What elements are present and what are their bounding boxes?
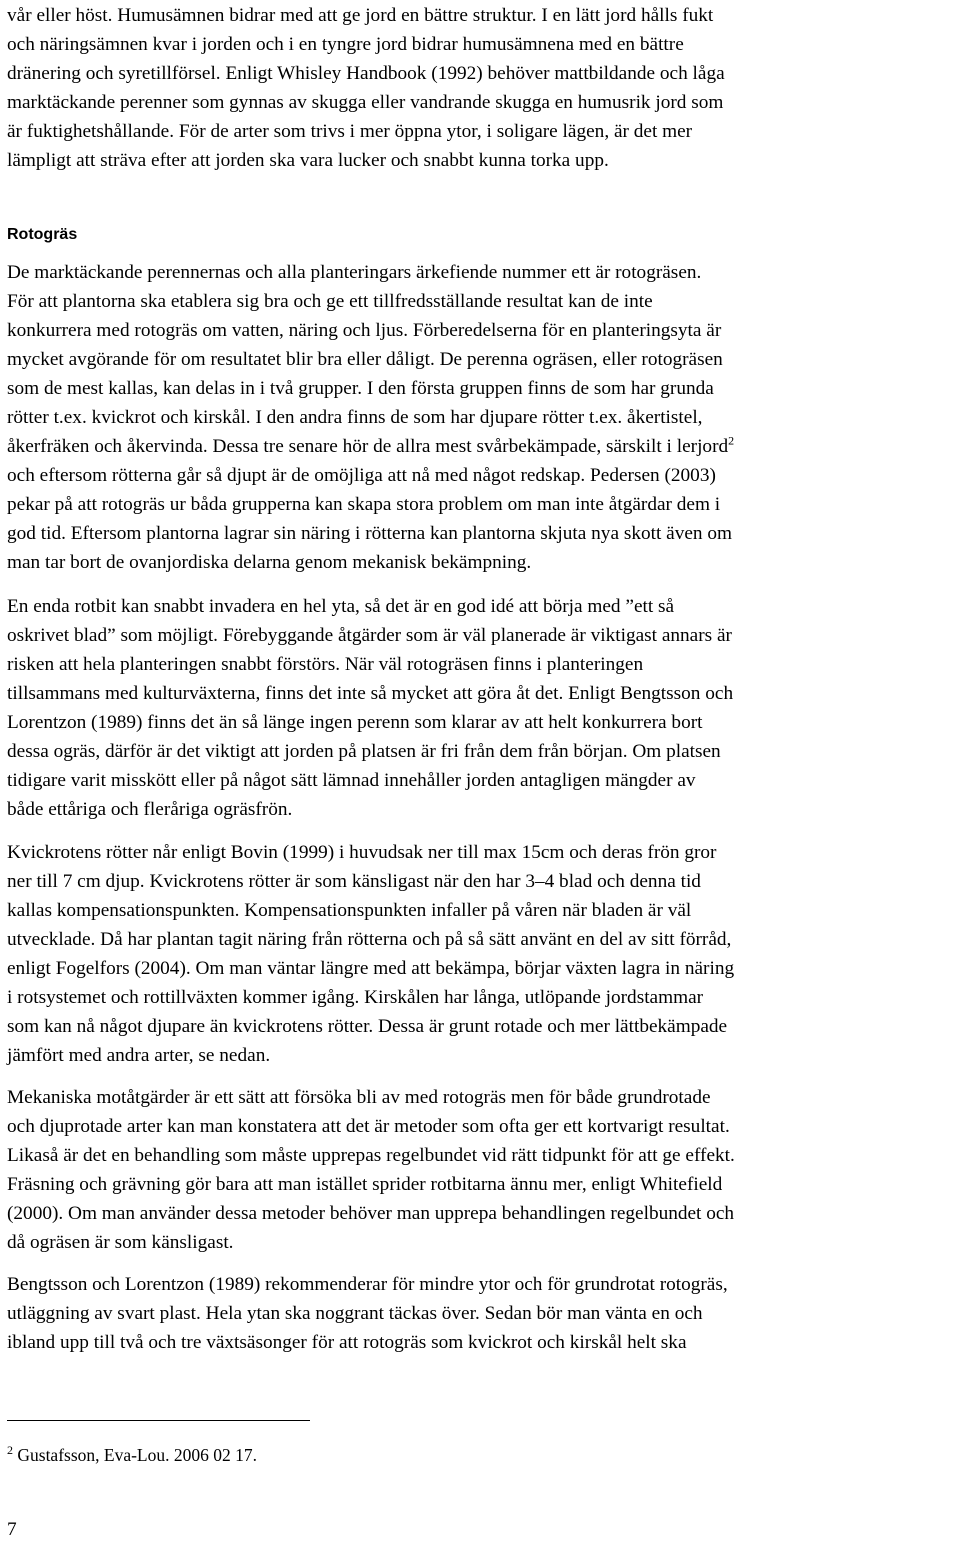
page-number: 7 bbox=[7, 1519, 17, 1540]
line-with-footnote-ref bbox=[7, 432, 734, 461]
section-heading: Rotogräs bbox=[7, 226, 78, 243]
text-line: jämfört med andra arter, se nedan. bbox=[7, 1045, 271, 1066]
text-line: tillsammans med kulturväxterna, finns det inte så mycket att göra åt det. Enligt Bengtsson och bbox=[7, 683, 734, 704]
text-line: då ogräsen är som känsligast. bbox=[7, 1232, 234, 1253]
text-line: tidigare varit misskött eller på något sätt lämnad innehåller jorden antagligen mängder av bbox=[7, 770, 696, 791]
text-line: oskrivet blad” som möjligt. Förebyggande åtgärder som är väl planerade är viktigast annars är bbox=[7, 625, 732, 646]
text-line: ner till 7 cm djup. Kvickrotens rötter är som känsligast när den har 3–4 blad och denna tid bbox=[7, 871, 701, 892]
text-line: konkurrera med rotogräs om vatten, näring och ljus. Förberedelserna för en planteringsyta är bbox=[7, 320, 722, 341]
text-line: marktäckande perenner som gynnas av skugga eller vandrande skugga en humusrik jord som bbox=[7, 92, 724, 113]
text-line: De marktäckande perennernas och alla planteringars ärkefiende nummer ett är rotogräsen. bbox=[7, 262, 702, 283]
text-line: mycket avgörande för om resultatet blir bra eller dåligt. De perenna ogräsen, eller rotogräsen bbox=[7, 349, 723, 370]
text-line: Likaså är det en behandling som måste upprepas regelbundet vid rätt tidpunkt för att ge effekt. bbox=[7, 1145, 735, 1166]
paragraph-rotogras-1 bbox=[7, 258, 734, 577]
line-text: åkerfräken och åkervinda. Dessa tre senare hör de allra mest svårbekämpade, särskilt i lerjord bbox=[7, 436, 729, 457]
text-line: En enda rotbit kan snabbt invadera en hel yta, så det är en god idé att börja med ”ett så bbox=[7, 596, 675, 617]
paragraph-rotogras-4 bbox=[7, 1083, 735, 1257]
text-line: lämpligt att sträva efter att jorden ska vara lucker och snabbt kunna torka upp. bbox=[7, 150, 609, 171]
text-line: Mekaniska motåtgärder är ett sätt att försöka bli av med rotogräs men för både grundrotade bbox=[7, 1087, 711, 1108]
text-line: utläggning av svart plast. Hela ytan ska noggrant täckas över. Sedan bör man vänta en och bbox=[7, 1303, 703, 1324]
text-line: som de mest kallas, kan delas in i två grupper. I den första gruppen finns de som har grunda bbox=[7, 378, 714, 399]
footnote-marker: 2 bbox=[7, 1443, 13, 1458]
text-line: och näringsämnen kvar i jorden och i en tyngre jord bidrar humusämnena med en bättre bbox=[7, 34, 684, 55]
footnote-divider bbox=[7, 1420, 310, 1421]
text-line: dränering och syretillförsel. Enligt Whisley Handbook (1992) behöver mattbildande och låga bbox=[7, 63, 725, 84]
intro-paragraph bbox=[7, 1, 725, 175]
text-line: både ettåriga och fleråriga ogräsfrön. bbox=[7, 799, 293, 820]
text-line: pekar på att rotogräs ur båda grupperna kan skapa stora problem om man inte åtgärdar dem i bbox=[7, 494, 721, 515]
text-line: Kvickrotens rötter når enligt Bovin (1999) i huvudsak ner till max 15cm och deras frön gror bbox=[7, 842, 717, 863]
text-line: dessa ogräs, därför är det viktigt att jorden på platsen är fri från dem från början. Om platsen bbox=[7, 741, 721, 762]
text-line: Bengtsson och Lorentzon (1989) rekommenderar för mindre ytor och för grundrotat rotogräs, bbox=[7, 1274, 728, 1295]
paragraph-rotogras-5 bbox=[7, 1270, 728, 1357]
text-line: och eftersom rötterna går så djupt är de omöjliga att nå med något redskap. Pedersen (2003) bbox=[7, 465, 716, 486]
text-line: i rotsystemet och rottillväxten kommer igång. Kirskålen har långa, utlöpande jordstammar bbox=[7, 987, 704, 1008]
text-line: enligt Fogelfors (2004). Om man väntar längre med att bekämpa, börjar växten lagra in näring bbox=[7, 958, 735, 979]
text-line: (2000). Om man använder dessa metoder behöver man upprepa behandlingen regelbundet och bbox=[7, 1203, 735, 1224]
text-line: utvecklade. Då har plantan tagit näring från rötterna och på så sätt använt en del av sitt förråd, bbox=[7, 929, 732, 950]
footnote-reference[interactable]: 2 bbox=[728, 433, 735, 448]
text-line: som kan nå något djupare än kvickrotens rötter. Dessa är grunt rotade och mer lättbekämpade bbox=[7, 1016, 728, 1037]
text-line: god tid. Eftersom plantorna lagrar sin näring i rötterna kan plantorna skjuta nya skott även om bbox=[7, 523, 732, 544]
paragraph-rotogras-2 bbox=[7, 592, 733, 824]
footnote bbox=[7, 1442, 257, 1468]
text-line: Fräsning och grävning gör bara att man istället sprider rotbitarna ännu mer, enligt Whitefield bbox=[7, 1174, 723, 1195]
text-line: är fuktighetshållande. För de arter som trivs i mer öppna ytor, i soligare lägen, är det mer bbox=[7, 121, 693, 142]
text-line: risken att hela planteringen snabbt förstörs. När väl rotogräsen finns i planteringen bbox=[7, 654, 644, 675]
paragraph-rotogras-3 bbox=[7, 838, 734, 1070]
text-line: För att plantorna ska etablera sig bra och ge ett tillfredsställande resultat kan de inte bbox=[7, 291, 653, 312]
text-line: Lorentzon (1989) finns det än så länge ingen perenn som klarar av att helt konkurrera bort bbox=[7, 712, 703, 733]
text-line: ibland upp till två och tre växtsäsonger för att rotogräs som kvickrot och kirskål helt ska bbox=[7, 1332, 687, 1353]
text-line: rötter t.ex. kvickrot och kirskål. I den andra finns de som har djupare rötter t.ex. åkertistel, bbox=[7, 407, 703, 428]
text-line: och djuprotade arter kan man konstatera att det är metoder som ofta ger ett kortvarigt resultat. bbox=[7, 1116, 730, 1137]
text-line: kallas kompensationspunkten. Kompensationspunkten infaller på våren när bladen är väl bbox=[7, 900, 692, 921]
footnote-text: Gustafsson, Eva-Lou. 2006 02 17. bbox=[13, 1445, 258, 1465]
text-line: vår eller höst. Humusämnen bidrar med att ge jord en bättre struktur. I en lätt jord hålls fukt bbox=[7, 5, 714, 26]
text-line: man tar bort de ovanjordiska delarna genom mekanisk bekämpning. bbox=[7, 552, 532, 573]
